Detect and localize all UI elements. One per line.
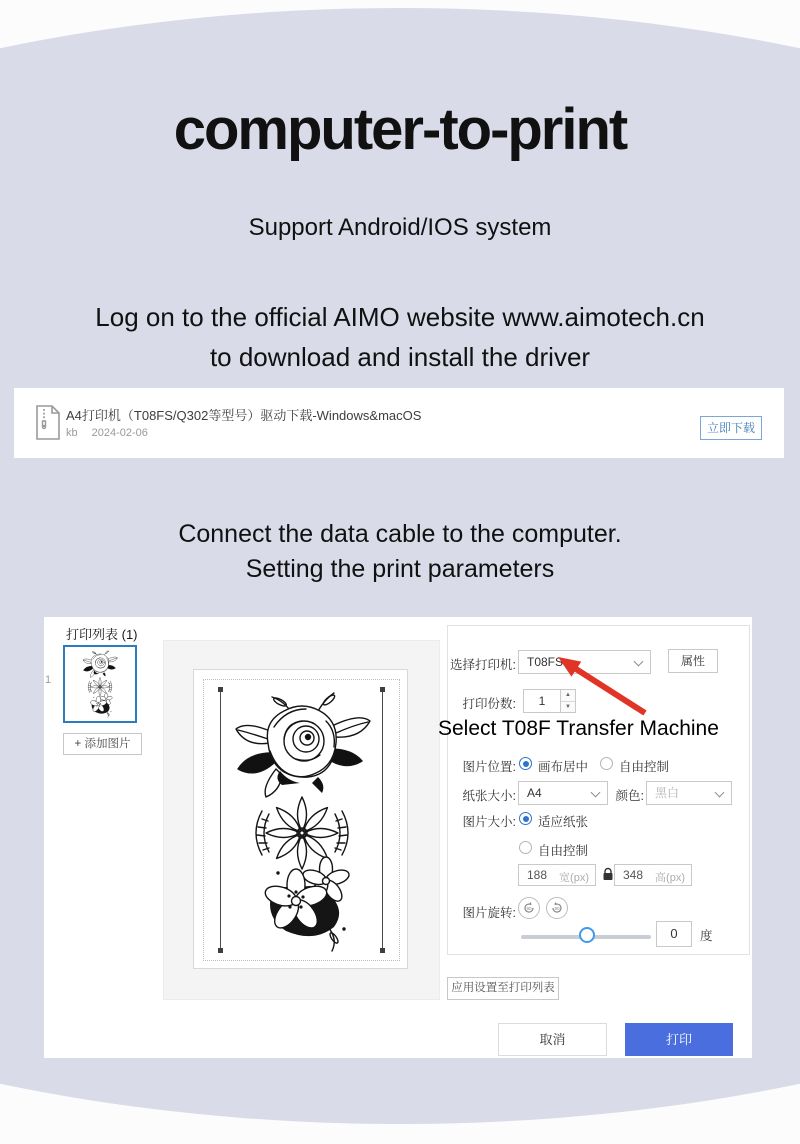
printer-label: 选择打印机: (450, 658, 516, 672)
copies-label: 打印份数: (462, 697, 516, 711)
page-title: computer-to-print (173, 97, 627, 162)
image-size-label: 图片大小: (462, 815, 516, 829)
paper-size-select[interactable] (518, 781, 608, 805)
driver-file-meta (66, 427, 162, 439)
zip-file-icon (34, 405, 62, 441)
printer-select-value: T08FS (527, 655, 564, 669)
paper-size-label: 纸张大小: (462, 789, 516, 803)
file-date: 2024-02-06 (91, 427, 148, 439)
driver-download-bar (14, 388, 784, 458)
driver-file-title: A4打印机（T08FS/Q302等型号）驱动下载-Windows&macOS (66, 408, 422, 423)
rotation-slider-thumb[interactable] (579, 927, 595, 943)
download-now-button[interactable]: 立即下载 (700, 416, 762, 440)
image-rotate-label: 图片旋转: (462, 906, 516, 920)
width-input[interactable] (518, 864, 596, 886)
driver-instruction: to download and install the driver (209, 342, 591, 372)
preview-page (193, 669, 408, 969)
print-preview-area (163, 640, 440, 1000)
height-unit: 高(px) (655, 872, 685, 884)
rotation-angle-unit: 度 (700, 929, 713, 943)
paper-size-value: A4 (527, 786, 542, 800)
color-label: 颜色: (615, 789, 644, 803)
print-button[interactable]: 打印 (625, 1023, 733, 1056)
flower-artwork (222, 691, 382, 953)
height-input[interactable] (614, 864, 692, 886)
connect-instruction-line2: Setting the print parameters (245, 555, 555, 583)
rotate-left-90-button[interactable] (518, 897, 540, 919)
color-select[interactable] (646, 781, 732, 805)
website-instruction: Log on to the official AIMO website www.aimotech.cn (95, 302, 705, 332)
add-image-button[interactable]: + 添加图片 (63, 733, 142, 755)
connect-instruction-line1: Connect the data cable to the computer. (178, 520, 622, 548)
selection-left-line (220, 689, 221, 950)
radio-fit-paper[interactable] (519, 812, 532, 825)
print-list-title: 打印列表 (1) (66, 627, 138, 642)
thumbnail-flower-image (79, 650, 121, 718)
svg-text:90: 90 (554, 906, 560, 911)
cancel-button[interactable]: 取消 (498, 1023, 607, 1056)
printer-properties-button[interactable]: 属性 (668, 649, 718, 673)
rotate-right-90-button[interactable] (546, 897, 568, 919)
apply-settings-button[interactable]: 应用设置至打印列表 (447, 977, 559, 1000)
subtitle: Support Android/IOS system (248, 214, 552, 241)
file-size: kb (66, 427, 78, 439)
radio-fit-paper-label: 适应纸张 (538, 815, 589, 829)
radio-free-control-position[interactable] (600, 757, 613, 770)
color-select-value: 黑白 (655, 786, 680, 800)
radio-canvas-center-label: 画布居中 (538, 760, 589, 774)
height-value: 348 (623, 868, 644, 882)
chevron-down-icon (591, 788, 601, 798)
radio-free-control-position-label: 自由控制 (619, 760, 670, 774)
radio-free-control-size-label: 自由控制 (538, 844, 589, 858)
stepper-down-icon[interactable]: ▼ (565, 704, 571, 710)
lock-icon[interactable] (602, 867, 614, 881)
copies-input[interactable]: 1 (523, 689, 561, 713)
chevron-down-icon (715, 788, 725, 798)
radio-canvas-center[interactable] (519, 757, 532, 770)
list-index: 1 (45, 674, 52, 686)
selection-right-line (382, 689, 383, 950)
width-value: 188 (527, 868, 548, 882)
image-position-label: 图片位置: (462, 760, 516, 774)
annotation-text: Select T08F Transfer Machine (438, 717, 719, 740)
print-list-thumbnail[interactable] (63, 645, 137, 723)
radio-free-control-size[interactable] (519, 841, 532, 854)
width-unit: 宽(px) (559, 872, 589, 884)
stepper-up-icon[interactable]: ▲ (561, 690, 575, 702)
svg-text:90: 90 (526, 906, 532, 911)
rotation-angle-input[interactable]: 0 (656, 921, 692, 947)
